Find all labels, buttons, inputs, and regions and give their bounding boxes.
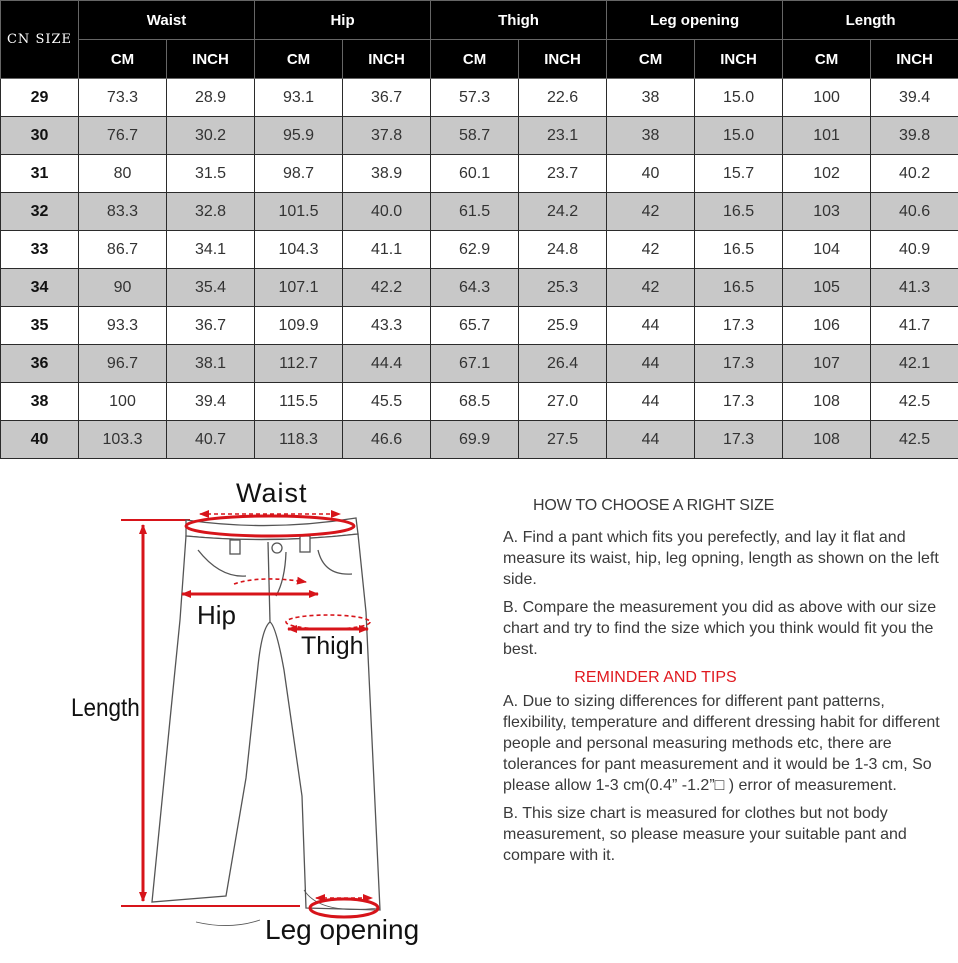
measurement-cell: 42 [607, 269, 695, 307]
measurement-cell: 61.5 [431, 193, 519, 231]
tip-a: A. Due to sizing differences for different pant patterns, flexibility, temperature and different dressing habit for different people and personal measuring methods etc, there are tolerances for pant measurement and it would be 1-3 cm, So please allow 1-3 cm(0.4” -1.2”□ ) error of measurement. [503, 691, 943, 796]
measurement-cell: 40.9 [871, 231, 958, 269]
size-cell: 29 [1, 79, 79, 117]
tips-title: REMINDER AND TIPS [503, 667, 808, 688]
length-header: Length [783, 1, 958, 40]
size-cell: 31 [1, 155, 79, 193]
measurement-cell: 40 [607, 155, 695, 193]
measurement-cell: 103.3 [79, 421, 167, 459]
measurement-cell: 69.9 [431, 421, 519, 459]
measurement-cell: 39.4 [871, 79, 958, 117]
unit-cm-header: CM [79, 40, 167, 79]
measurement-cell: 42.2 [343, 269, 431, 307]
unit-cm-header: CM [431, 40, 519, 79]
measurement-cell: 100 [783, 79, 871, 117]
measurement-cell: 45.5 [343, 383, 431, 421]
length-label: Length [71, 694, 140, 723]
measurement-cell: 27.0 [519, 383, 607, 421]
measurement-cell: 25.3 [519, 269, 607, 307]
measurement-cell: 104 [783, 231, 871, 269]
header-group-row [1, 1, 958, 40]
measurement-cell: 23.7 [519, 155, 607, 193]
table-header [1, 1, 958, 79]
table-row [1, 193, 958, 231]
unit-cm-header: CM [607, 40, 695, 79]
measurement-cell: 109.9 [255, 307, 343, 345]
measurement-cell: 106 [783, 307, 871, 345]
measurement-cell: 38.9 [343, 155, 431, 193]
measurement-cell: 17.3 [695, 383, 783, 421]
measurement-cell: 104.3 [255, 231, 343, 269]
size-cell: 30 [1, 117, 79, 155]
measurement-cell: 115.5 [255, 383, 343, 421]
measurement-cell: 57.3 [431, 79, 519, 117]
thigh-label: Thigh [301, 632, 364, 661]
measurement-cell: 41.3 [871, 269, 958, 307]
measurement-cell: 27.5 [519, 421, 607, 459]
measurement-cell: 32.8 [167, 193, 255, 231]
table-row [1, 383, 958, 421]
header-unit-row [1, 40, 958, 79]
table-row [1, 231, 958, 269]
measurement-cell: 41.1 [343, 231, 431, 269]
measurement-cell: 38 [607, 117, 695, 155]
measurement-cell: 30.2 [167, 117, 255, 155]
measurement-cell: 39.8 [871, 117, 958, 155]
measurement-cell: 28.9 [167, 79, 255, 117]
measurement-cell: 108 [783, 383, 871, 421]
measurement-cell: 16.5 [695, 193, 783, 231]
measurement-cell: 17.3 [695, 345, 783, 383]
unit-inch-header: INCH [343, 40, 431, 79]
size-cell: 32 [1, 193, 79, 231]
unit-cm-header: CM [255, 40, 343, 79]
measurement-cell: 83.3 [79, 193, 167, 231]
measurement-cell: 42.5 [871, 383, 958, 421]
leg-opening-header: Leg opening [607, 1, 783, 40]
measurement-cell: 15.0 [695, 79, 783, 117]
measurement-cell: 16.5 [695, 231, 783, 269]
measurement-cell: 37.8 [343, 117, 431, 155]
size-chart-table [0, 0, 958, 459]
measurement-cell: 43.3 [343, 307, 431, 345]
measurement-cell: 40.2 [871, 155, 958, 193]
leg-opening-label: Leg opening [265, 914, 419, 946]
thigh-header: Thigh [431, 1, 607, 40]
measurement-cell: 108 [783, 421, 871, 459]
table-body [1, 79, 958, 459]
table-row [1, 117, 958, 155]
unit-inch-header: INCH [167, 40, 255, 79]
measurement-cell: 76.7 [79, 117, 167, 155]
measurement-cell: 42 [607, 231, 695, 269]
hip-header: Hip [255, 1, 431, 40]
measurement-cell: 36.7 [343, 79, 431, 117]
measurement-cell: 68.5 [431, 383, 519, 421]
measurement-cell: 15.0 [695, 117, 783, 155]
measurement-cell: 22.6 [519, 79, 607, 117]
measurement-cell: 100 [79, 383, 167, 421]
size-cell: 36 [1, 345, 79, 383]
measurement-cell: 44 [607, 307, 695, 345]
unit-inch-header: INCH [519, 40, 607, 79]
measurement-cell: 112.7 [255, 345, 343, 383]
measurement-cell: 42 [607, 193, 695, 231]
measurement-cell: 31.5 [167, 155, 255, 193]
table-row [1, 269, 958, 307]
measurement-cell: 101 [783, 117, 871, 155]
table-row [1, 79, 958, 117]
measurement-cell: 107 [783, 345, 871, 383]
table-row [1, 155, 958, 193]
measurement-cell: 44 [607, 383, 695, 421]
measurement-cell: 17.3 [695, 421, 783, 459]
measurement-cell: 24.2 [519, 193, 607, 231]
waist-header: Waist [79, 1, 255, 40]
measurement-cell: 38.1 [167, 345, 255, 383]
measurement-cell: 64.3 [431, 269, 519, 307]
size-cell: 34 [1, 269, 79, 307]
measurement-cell: 23.1 [519, 117, 607, 155]
measurement-cell: 44 [607, 345, 695, 383]
table-row [1, 345, 958, 383]
measurement-cell: 96.7 [79, 345, 167, 383]
measurement-cell: 98.7 [255, 155, 343, 193]
measurement-cell: 105 [783, 269, 871, 307]
measurement-cell: 102 [783, 155, 871, 193]
guide-step-a: A. Find a pant which fits you perefectly, and lay it flat and measure its waist, hip, leg opning, length as shown on the left side. [503, 527, 943, 590]
size-cell: 40 [1, 421, 79, 459]
measurement-cell: 40.6 [871, 193, 958, 231]
table-row [1, 421, 958, 459]
measurement-cell: 60.1 [431, 155, 519, 193]
measurement-cell: 35.4 [167, 269, 255, 307]
measurement-cell: 42.1 [871, 345, 958, 383]
measurement-cell: 101.5 [255, 193, 343, 231]
measurement-cell: 73.3 [79, 79, 167, 117]
waist-label: Waist [236, 478, 308, 509]
measurement-cell: 95.9 [255, 117, 343, 155]
measurement-cell: 40.7 [167, 421, 255, 459]
measurement-cell: 44 [607, 421, 695, 459]
measurement-cell: 34.1 [167, 231, 255, 269]
measurement-cell: 103 [783, 193, 871, 231]
measurement-cell: 44.4 [343, 345, 431, 383]
measurement-cell: 65.7 [431, 307, 519, 345]
measurement-cell: 26.4 [519, 345, 607, 383]
guide-title: HOW TO CHOOSE A RIGHT SIZE [503, 495, 943, 516]
measurement-cell: 46.6 [343, 421, 431, 459]
measurement-cell: 118.3 [255, 421, 343, 459]
cn-size-header: CN SIZE [1, 1, 79, 79]
measurement-cell: 107.1 [255, 269, 343, 307]
size-cell: 38 [1, 383, 79, 421]
measurement-cell: 24.8 [519, 231, 607, 269]
measurement-cell: 86.7 [79, 231, 167, 269]
measurement-cell: 17.3 [695, 307, 783, 345]
pants-outline [152, 518, 380, 926]
size-cell: 35 [1, 307, 79, 345]
table-row [1, 307, 958, 345]
tip-b: B. This size chart is measured for clothes but not body measurement, so please measure your suitable pant and compare with it. [503, 803, 943, 866]
measurement-cell: 15.7 [695, 155, 783, 193]
guide-step-b: B. Compare the measurement you did as above with our size chart and try to find the size which you think would fit you the best. [503, 597, 943, 660]
measurement-cell: 40.0 [343, 193, 431, 231]
unit-inch-header: INCH [695, 40, 783, 79]
measurement-cell: 90 [79, 269, 167, 307]
hip-label: Hip [197, 600, 236, 631]
size-guide [503, 495, 943, 873]
unit-inch-header: INCH [871, 40, 958, 79]
measurement-cell: 25.9 [519, 307, 607, 345]
measurement-cell: 16.5 [695, 269, 783, 307]
measurement-cell: 36.7 [167, 307, 255, 345]
size-cell: 33 [1, 231, 79, 269]
measurement-cell: 42.5 [871, 421, 958, 459]
measurement-cell: 80 [79, 155, 167, 193]
measurement-cell: 41.7 [871, 307, 958, 345]
measurement-cell: 93.1 [255, 79, 343, 117]
measurement-cell: 67.1 [431, 345, 519, 383]
unit-cm-header: CM [783, 40, 871, 79]
measurement-cell: 39.4 [167, 383, 255, 421]
measurement-cell: 93.3 [79, 307, 167, 345]
measurement-cell: 38 [607, 79, 695, 117]
pants-measurement-diagram [0, 470, 480, 958]
measurement-cell: 62.9 [431, 231, 519, 269]
measurement-cell: 58.7 [431, 117, 519, 155]
